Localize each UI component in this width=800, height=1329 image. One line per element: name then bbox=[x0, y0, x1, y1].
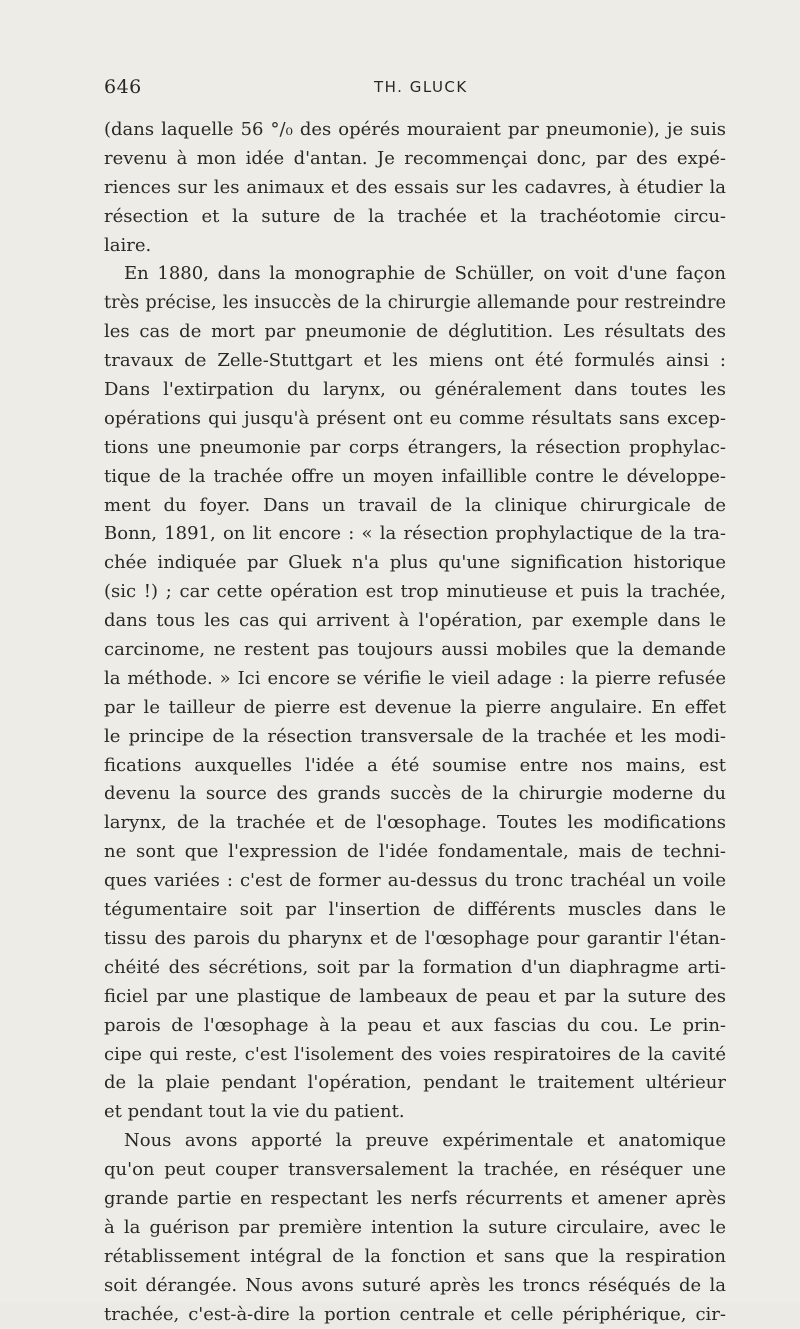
text-line: résection et la suture de la trachée et la trachéotomie circu- bbox=[104, 205, 726, 227]
text-line: opérations qui jusqu'à présent ont eu comme résultats sans excep- bbox=[104, 407, 726, 429]
text-line: (dans laquelle 56 °/₀ des opérés mouraient par pneumonie), je suis bbox=[104, 119, 726, 140]
text-line: rétablissement intégral de la fonction et sans que la respiration bbox=[104, 1245, 726, 1267]
text-line: (sic !) ; car cette opération est trop minutieuse et puis la trachée, bbox=[104, 581, 726, 603]
text-line: revenu à mon idée d'antan. Je recommençai donc, par des expé- bbox=[104, 147, 726, 169]
page-number: 646 bbox=[104, 76, 142, 98]
text-line: riences sur les animaux et des essais sur les cadavres, à étudier la bbox=[104, 176, 726, 198]
text-line: tions une pneumonie par corps étrangers, la résection prophylac- bbox=[104, 436, 726, 458]
text-line: très précise, les insuccès de la chirurgie allemande pour restreindre bbox=[104, 293, 726, 314]
text-line: ne sont que l'expression de l'idée fondamentale, mais de techni- bbox=[104, 841, 726, 863]
text-line: qu'on peut couper transversalement la trachée, en réséquer une bbox=[104, 1159, 726, 1181]
text-line: fications auxquelles l'idée a été soumise entre nos mains, est bbox=[104, 754, 726, 776]
body-text bbox=[104, 116, 726, 1329]
page-header bbox=[104, 76, 726, 102]
text-line: laire. bbox=[104, 234, 152, 256]
text-line: chée indiquée par Gluek n'a plus qu'une signification historique bbox=[104, 552, 726, 574]
text-line: par le tailleur de pierre est devenue la pierre angulaire. En effet bbox=[104, 696, 726, 718]
text-line: tissu des parois du pharynx et de l'œsophage pour garantir l'étan- bbox=[104, 927, 726, 949]
running-head: TH. GLUCK bbox=[374, 78, 468, 96]
text-line: carcinome, ne restent pas toujours aussi mobiles que la demande bbox=[104, 639, 726, 661]
text-line: et pendant tout la vie du patient. bbox=[104, 1101, 405, 1123]
text-line: ment du foyer. Dans un travail de la clinique chirurgicale de bbox=[104, 494, 726, 516]
text-line: les cas de mort par pneumonie de déglutition. Les résultats des bbox=[104, 321, 726, 343]
text-line: devenu la source des grands succès de la chirurgie moderne du bbox=[104, 783, 726, 805]
text-line: cipe qui reste, c'est l'isolement des voies respiratoires de la cavité bbox=[104, 1043, 726, 1065]
text-line: grande partie en respectant les nerfs récurrents et amener après bbox=[104, 1187, 726, 1209]
text-line: chéité des sécrétions, soit par la formation d'un diaphragme arti- bbox=[104, 956, 726, 978]
text-line: parois de l'œsophage à la peau et aux fascias du cou. Le prin- bbox=[104, 1014, 726, 1036]
text-line: trachée, c'est-à-dire la portion centrale et celle périphérique, cir- bbox=[104, 1303, 726, 1325]
text-line: tique de la trachée offre un moyen infaillible contre le développe- bbox=[104, 465, 726, 487]
text-line: En 1880, dans la monographie de Schüller, on voit d'une façon bbox=[124, 263, 726, 285]
text-line: ques variées : c'est de former au-dessus du tronc trachéal un voile bbox=[104, 870, 726, 892]
text-line: Dans l'extirpation du larynx, ou généralement dans toutes les bbox=[104, 379, 726, 401]
text-line: ficiel par une plastique de lambeaux de peau et par la suture des bbox=[104, 985, 726, 1007]
text-line: le principe de la résection transversale de la trachée et les modi- bbox=[104, 725, 726, 747]
text-line: soit dérangée. Nous avons suturé après les troncs réséqués de la bbox=[104, 1274, 726, 1296]
text-line: Bonn, 1891, on lit encore : « la résection prophylactique de la tra- bbox=[104, 523, 726, 545]
text-line: dans tous les cas qui arrivent à l'opération, par exemple dans le bbox=[104, 610, 726, 632]
text-line: Nous avons apporté la preuve expérimentale et anatomique bbox=[124, 1130, 726, 1152]
text-line: larynx, de la trachée et de l'œsophage. Toutes les modifications bbox=[104, 812, 726, 834]
text-line: tégumentaire soit par l'insertion de différents muscles dans le bbox=[104, 899, 726, 921]
text-line: la méthode. » Ici encore se vérifie le vieil adage : la pierre refusée bbox=[104, 667, 726, 689]
text-line: travaux de Zelle-Stuttgart et les miens ont été formulés ainsi : bbox=[104, 350, 726, 372]
text-line: à la guérison par première intention la suture circulaire, avec le bbox=[104, 1216, 726, 1238]
text-line: de la plaie pendant l'opération, pendant le traitement ultérieur bbox=[104, 1072, 726, 1094]
